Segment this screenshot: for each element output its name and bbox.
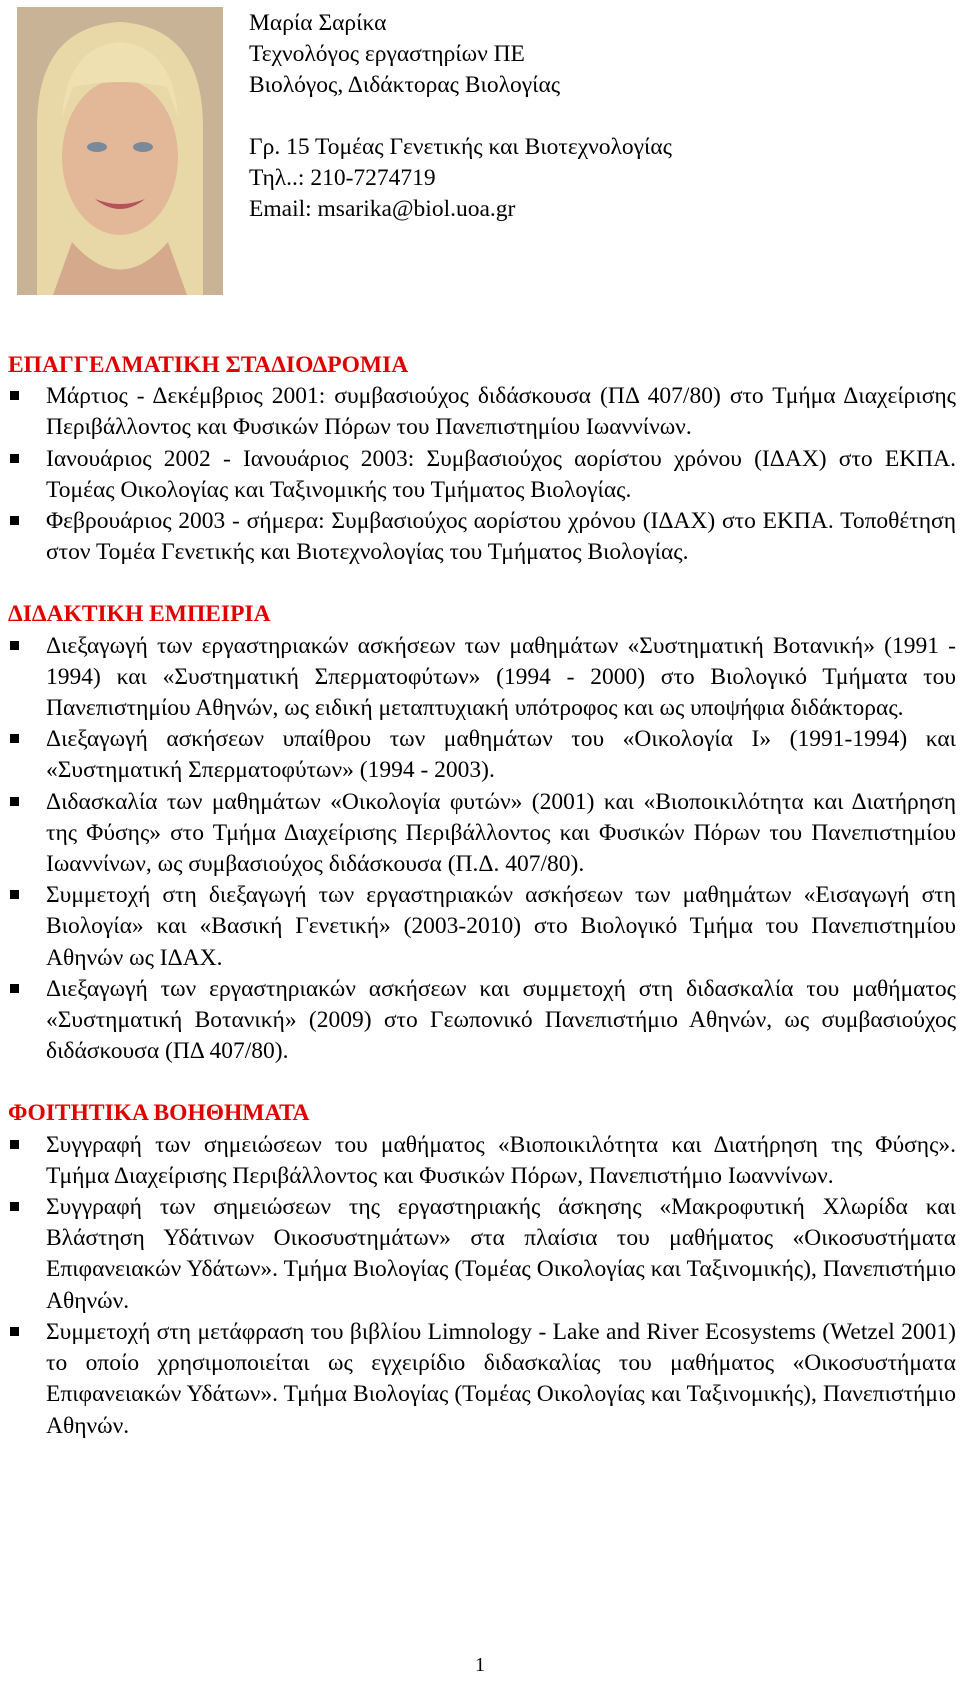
list-item: Συγγραφή των σημειώσεων της εργαστηριακής άσκησης «Μακροφυτική Χλωρίδα και Βλάστηση Υδάτινων Οικοσυστημάτων» στα πλαίσια του μαθήματος «Οικοσυστήματα Επιφανειακών Υδάτων». Τμήμα Βιολογίας (Τομέας Οικολογίας και Ταξινομικής), Πανεπιστήμιο Αθηνών. [8, 1192, 956, 1317]
list-item: Διεξαγωγή ασκήσεων υπαίθρου των μαθημάτων του «Οικολογία Ι» (1991-1994) και «Συστηματική Σπερματοφύτων» (1994 - 2003). [8, 724, 956, 786]
contact-header [249, 8, 672, 225]
list-item: Συμμετοχή στη διεξαγωγή των εργαστηριακών ασκήσεων των μαθημάτων «Εισαγωγή στη Βιολογία» και «Βασική Γενετική» (2003-2010) στο Βιολογικό Τμήμα του Πανεπιστημίου Αθηνών ως ΙΔΑΧ. [8, 880, 956, 974]
section-teaching [8, 599, 956, 1067]
section-career [8, 350, 956, 568]
email-info: Email: msarika@biol.uoa.gr [249, 196, 516, 222]
section-title: ΦΟΙΤΗΤΙΚΑ ΒΟΗΘΗΜΑΤΑ [8, 1100, 310, 1127]
cv-content [8, 350, 956, 1473]
person-position: Τεχνολόγος εργαστηρίων ΠΕ [249, 41, 525, 67]
list-item: Διδασκαλία των μαθημάτων «Οικολογία φυτών» (2001) και «Βιοποικιλότητα και Διατήρηση της Φύσης» στο Τμήμα Διαχείρισης Περιβάλλοντος και Φυσικών Πόρων του Πανεπιστημίου Ιωαννίνων, ως συμβασιούχος διδάσκουσα (Π.Δ. 407/80). [8, 787, 956, 881]
section-title: ΕΠΑΓΓΕΛΜΑΤΙΚΗ ΣΤΑΔΙΟΔΡΟΜΙΑ [8, 352, 409, 378]
person-name: Μαρία Σαρίκα [249, 10, 387, 36]
list-item: Μάρτιος - Δεκέμβριος 2001: συμβασιούχος διδάσκουσα (ΠΔ 407/80) στο Τμήμα Διαχείρισης Περιβάλλοντος και Φυσικών Πόρων του Πανεπιστημίου Ιωαννίνων. [8, 381, 956, 443]
list-item: Διεξαγωγή των εργαστηριακών ασκήσεων των μαθημάτων «Συστηματική Βοτανική» (1991 - 1994) και «Συστηματική Σπερματοφύτων» (1994 - 2000) στο Βιολογικό Τμήματα του Πανεπιστημίου Αθηνών, ως ειδική μεταπτυχιακή υπότροφος και ως υποψήφια διδάκτορας. [8, 631, 956, 725]
list-item: Φεβρουάριος 2003 - σήμερα: Συμβασιούχος αορίστου χρόνου (ΙΔΑΧ) στο ΕΚΠΑ. Τοποθέτηση στον Τομέα Γενετικής και Βιοτεχνολογίας του Τμήματος Βιολογίας. [8, 506, 956, 568]
bullet-list [8, 631, 956, 1068]
list-item: Ιανουάριος 2002 - Ιανουάριος 2003: Συμβασιούχος αορίστου χρόνου (ΙΔΑΧ) στο ΕΚΠΑ. Τομέας Οικολογίας και Ταξινομικής του Τμήματος Βιολογίας. [8, 444, 956, 506]
bullet-list [8, 1130, 956, 1442]
list-item: Συμμετοχή στη μετάφραση του βιβλίου Limnology - Lake and River Ecosystems (Wetzel 2001) το οποίο χρησιμοποιείται ως εγχειρίδιο διδασκαλίας του μαθήματος «Οικοσυστήματα Επιφανειακών Υδάτων». Τμήμα Βιολογίας (Τομέας Οικολογίας και Ταξινομικής), Πανεπιστήμιο Αθηνών. [8, 1317, 956, 1442]
section-student-aids [8, 1098, 956, 1441]
phone-info: Τηλ..: 210-7274719 [249, 165, 436, 191]
profile-photo [17, 7, 223, 295]
page-number: 1 [475, 1654, 485, 1676]
section-title: ΔΙΔΑΚΤΙΚΗ ΕΜΠΕΙΡΙΑ [8, 601, 271, 628]
bullet-list [8, 381, 956, 568]
office-info: Γρ. 15 Τομέας Γενετικής και Βιοτεχνολογίας [249, 134, 672, 160]
list-item: Διεξαγωγή των εργαστηριακών ασκήσεων και συμμετοχή στη διδασκαλία του μαθήματος «Συστηματική Βοτανική» (2009) στο Γεωπονικό Πανεπιστήμιο Αθηνών, ως συμβασιούχος διδάσκουσα (ΠΔ 407/80). [8, 974, 956, 1068]
person-degree: Βιολόγος, Διδάκτορας Βιολογίας [249, 72, 561, 98]
list-item: Συγγραφή των σημειώσεων του μαθήματος «Βιοποικιλότητα και Διατήρηση της Φύσης». Τμήμα Διαχείρισης Περιβάλλοντος και Φυσικών Πόρων, Πανεπιστήμιο Ιωαννίνων. [8, 1130, 956, 1192]
